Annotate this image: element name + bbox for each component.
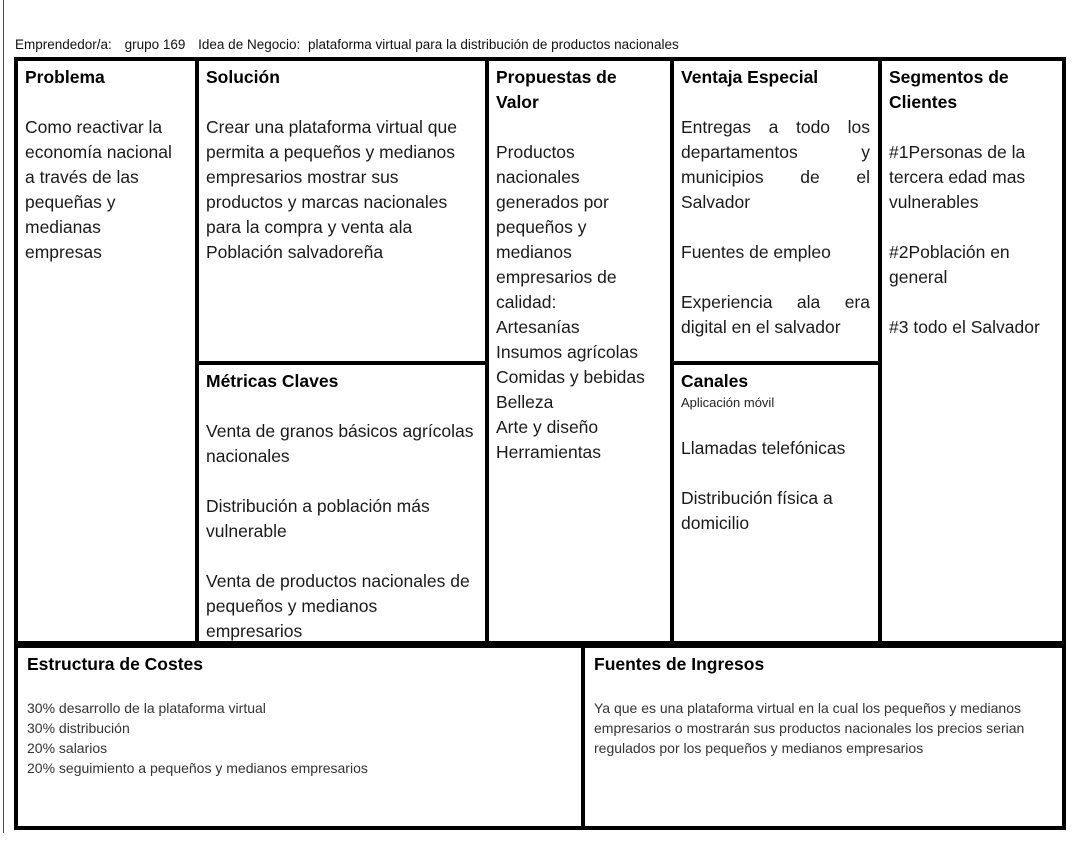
canales-item: Distribución física a domicilio (681, 488, 833, 533)
propuestas-list-item: Belleza (496, 392, 554, 412)
costes-item: 30% distribución (27, 720, 130, 736)
costes-item: 20% seguimiento a pequeños y medianos empresarios (27, 760, 368, 776)
costes-title: Estructura de Costes (27, 654, 204, 674)
segmentos-item: #2Población en general (889, 242, 1010, 287)
solucion-column (199, 61, 489, 641)
ventaja-column (674, 61, 882, 641)
metricas-item: Distribución a población más vulnerable (206, 496, 430, 541)
canvas-top-grid (14, 57, 1066, 645)
segmentos-item: #3 todo el Salvador (889, 317, 1040, 337)
canales-item: Llamadas telefónicas (681, 438, 846, 458)
solucion-body: Crear una plataforma virtual que permita a pequeños y medianos empresarios mostrar sus productos y marcas nacionales para la compra y venta ala Población salvadoreña (206, 117, 457, 262)
ingresos-title: Fuentes de Ingresos (594, 654, 765, 674)
canales-cell (674, 365, 878, 641)
segmentos-title: Segmentos de Clientes (889, 67, 1009, 112)
propuestas-list-item: Comidas y bebidas (496, 367, 645, 387)
metricas-item: Venta de productos nacionales de pequeños y medianos empresarios (206, 571, 470, 641)
document-header (15, 37, 679, 52)
problema-title: Problema (25, 67, 105, 87)
propuestas-list-item: Arte y diseño (496, 417, 599, 437)
costes-item: 20% salarios (27, 740, 108, 756)
propuestas-list-item: Herramientas (496, 442, 602, 462)
ingresos-body: Ya que es una plataforma virtual en la cual los pequeños y medianos empresarios o mostrarán sus productos nacionales los precios serian regulados por los pequeños y medianos empresarios (594, 700, 1025, 756)
metricas-cell (199, 365, 485, 641)
costes-cell (18, 648, 585, 826)
lean-canvas (14, 57, 1066, 830)
propuestas-title: Propuestas de Valor (496, 67, 617, 112)
propuestas-list-item: Artesanías (496, 317, 580, 337)
ventaja-title: Ventaja Especial (681, 67, 819, 87)
ventaja-item: Fuentes de empleo (681, 242, 831, 262)
problema-cell (18, 61, 199, 641)
propuestas-cell (489, 61, 674, 641)
propuestas-list-item: Insumos agrícolas (496, 342, 639, 362)
propuestas-body: Productos nacionales generados por pequeños y medianos empresarios de calidad: (496, 142, 617, 312)
canales-title: Canales (681, 371, 749, 391)
ingresos-cell (585, 648, 1062, 826)
solucion-cell (199, 61, 485, 365)
entrepreneur-label: Emprendedor/a: (15, 37, 112, 52)
costes-item: 30% desarrollo de la plataforma virtual (27, 700, 266, 716)
metricas-title: Métricas Claves (206, 371, 339, 391)
business-idea-value: plataforma virtual para la distribución de productos nacionales (308, 37, 679, 52)
ventaja-item: Entregas a todo los departamentos y municipios de el Salvador (681, 117, 870, 212)
canales-subtitle: Aplicación móvil (681, 395, 775, 410)
ventaja-item: Experiencia ala era digital en el salvador (681, 292, 870, 337)
problema-body: Como reactivar la economía nacional a través de las pequeñas y medianas empresas (25, 117, 172, 262)
segmentos-cell (882, 61, 1062, 641)
page-edge-line (3, 0, 4, 833)
business-idea-label: Idea de Negocio: (198, 37, 301, 52)
metricas-item: Venta de granos básicos agrícolas nacionales (206, 421, 474, 466)
canvas-bottom-row (14, 645, 1066, 830)
solucion-title: Solución (206, 67, 280, 87)
ventaja-cell (674, 61, 878, 365)
entrepreneur-value: grupo 169 (124, 37, 186, 52)
segmentos-item: #1Personas de la tercera edad mas vulnerables (889, 142, 1026, 212)
